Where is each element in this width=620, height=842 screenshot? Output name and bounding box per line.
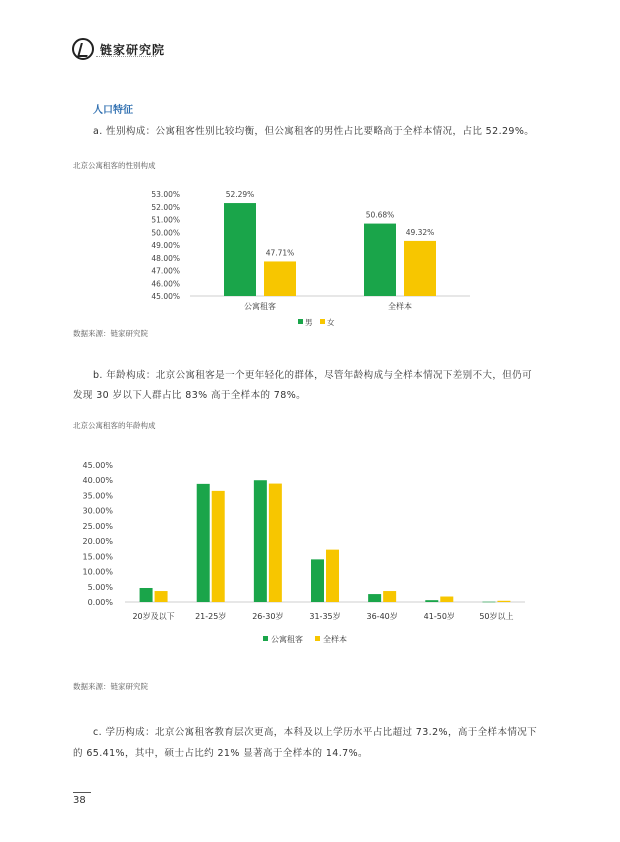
paragraph-education-line1: c. 学历构成：北京公寓租客教育层次更高，本科及以上学历水平占比超过 73.2%，高于全样本情况下 bbox=[93, 727, 538, 738]
x-category-label: 36-40岁 bbox=[366, 612, 398, 621]
bar-男-全样本 bbox=[364, 224, 396, 296]
y-tick-label: 50.00% bbox=[151, 228, 180, 238]
data-label: 49.32% bbox=[405, 227, 435, 237]
logo-subline bbox=[96, 56, 156, 59]
legend-label: 男 bbox=[305, 318, 313, 327]
y-tick-label: 45.00% bbox=[82, 461, 113, 470]
legend-swatch-公寓租客 bbox=[263, 636, 268, 641]
bar-全样本-41-50岁 bbox=[440, 597, 453, 602]
y-tick-label: 35.00% bbox=[82, 491, 113, 501]
bar-公寓租客-26-30岁 bbox=[254, 480, 267, 602]
legend-label: 全样本 bbox=[323, 635, 347, 644]
y-tick-label: 15.00% bbox=[82, 552, 113, 562]
y-tick-label: 49.00% bbox=[151, 241, 180, 250]
bar-全样本-36-40岁 bbox=[383, 591, 396, 602]
data-label: 50.68% bbox=[365, 210, 395, 220]
y-tick-label: 52.00% bbox=[151, 202, 180, 212]
bar-全样本-50岁以上 bbox=[497, 601, 510, 602]
chart-age-source: 数据来源：链家研究院 bbox=[73, 682, 148, 691]
bar-全样本-20岁及以下 bbox=[155, 591, 168, 602]
legend-swatch-男 bbox=[298, 319, 303, 324]
chart-age bbox=[70, 455, 540, 655]
chart-gender bbox=[140, 182, 480, 332]
legend-swatch-全样本 bbox=[315, 636, 320, 641]
x-category-label: 26-30岁 bbox=[252, 612, 284, 621]
paragraph-education-line2: 的 65.41%，其中，硕士占比约 21% 显著高于全样本的 14.7%。 bbox=[73, 748, 368, 759]
logo-text: 链家研究院 bbox=[100, 42, 166, 57]
x-category-label: 公寓租客 bbox=[244, 302, 276, 311]
legend-swatch-女 bbox=[320, 319, 325, 324]
x-category-label: 50岁以上 bbox=[479, 612, 514, 621]
y-tick-label: 48.00% bbox=[151, 253, 180, 263]
section-title: 人口特征 bbox=[93, 105, 133, 116]
y-tick-label: 53.00% bbox=[151, 190, 180, 199]
legend-label: 女 bbox=[327, 318, 335, 327]
chart-gender-title: 北京公寓租客的性别构成 bbox=[73, 161, 156, 170]
bar-女-全样本 bbox=[404, 241, 436, 296]
bar-男-公寓租客 bbox=[224, 203, 256, 296]
bar-公寓租客-21-25岁 bbox=[197, 484, 210, 602]
data-label: 47.71% bbox=[265, 248, 295, 258]
paragraph-gender: a. 性别构成：公寓租客性别比较均衡，但公寓租客的男性占比要略高于全样本情况，占比 52.29%。 bbox=[93, 126, 535, 137]
paragraph-age-line1: b. 年龄构成：北京公寓租客是一个更年轻化的群体，尽管年龄构成与全样本情况下差别不大，但仍可 bbox=[93, 370, 532, 381]
y-tick-label: 5.00% bbox=[87, 582, 113, 592]
x-category-label: 21-25岁 bbox=[195, 612, 227, 621]
bar-全样本-21-25岁 bbox=[212, 491, 225, 602]
bar-全样本-31-35岁 bbox=[326, 550, 339, 602]
data-label: 52.29% bbox=[225, 190, 255, 200]
x-category-label: 全样本 bbox=[388, 302, 412, 311]
y-tick-label: 30.00% bbox=[82, 506, 113, 516]
y-tick-label: 46.00% bbox=[151, 279, 180, 289]
page-number-rule bbox=[73, 792, 91, 793]
page-number: 38 bbox=[73, 795, 86, 806]
bar-公寓租客-31-35岁 bbox=[311, 559, 324, 602]
y-tick-label: 40.00% bbox=[82, 476, 113, 486]
x-category-label: 20岁及以下 bbox=[132, 612, 175, 621]
chart-gender-source: 数据来源：链家研究院 bbox=[73, 329, 148, 338]
bar-公寓租客-20岁及以下 bbox=[140, 588, 153, 602]
y-tick-label: 0.00% bbox=[87, 598, 113, 607]
bar-女-公寓租客 bbox=[264, 261, 296, 296]
paragraph-age-line2: 发现 30 岁以下人群占比 83% 高于全样本的 78%。 bbox=[73, 390, 307, 401]
y-tick-label: 47.00% bbox=[151, 266, 180, 276]
y-tick-label: 45.00% bbox=[151, 292, 180, 301]
bar-公寓租客-36-40岁 bbox=[368, 594, 381, 602]
bar-公寓租客-50岁以上 bbox=[482, 602, 495, 603]
logo-icon bbox=[72, 38, 94, 60]
y-tick-label: 20.00% bbox=[82, 537, 113, 547]
x-category-label: 41-50岁 bbox=[423, 612, 455, 621]
bar-全样本-26-30岁 bbox=[269, 484, 282, 602]
x-category-label: 31-35岁 bbox=[309, 612, 341, 621]
chart-age-title: 北京公寓租客的年龄构成 bbox=[73, 421, 156, 430]
legend-label: 公寓租客 bbox=[271, 635, 303, 644]
y-tick-label: 10.00% bbox=[82, 567, 113, 577]
y-tick-label: 25.00% bbox=[82, 521, 113, 531]
y-tick-label: 51.00% bbox=[151, 215, 180, 225]
bar-公寓租客-41-50岁 bbox=[425, 600, 438, 602]
